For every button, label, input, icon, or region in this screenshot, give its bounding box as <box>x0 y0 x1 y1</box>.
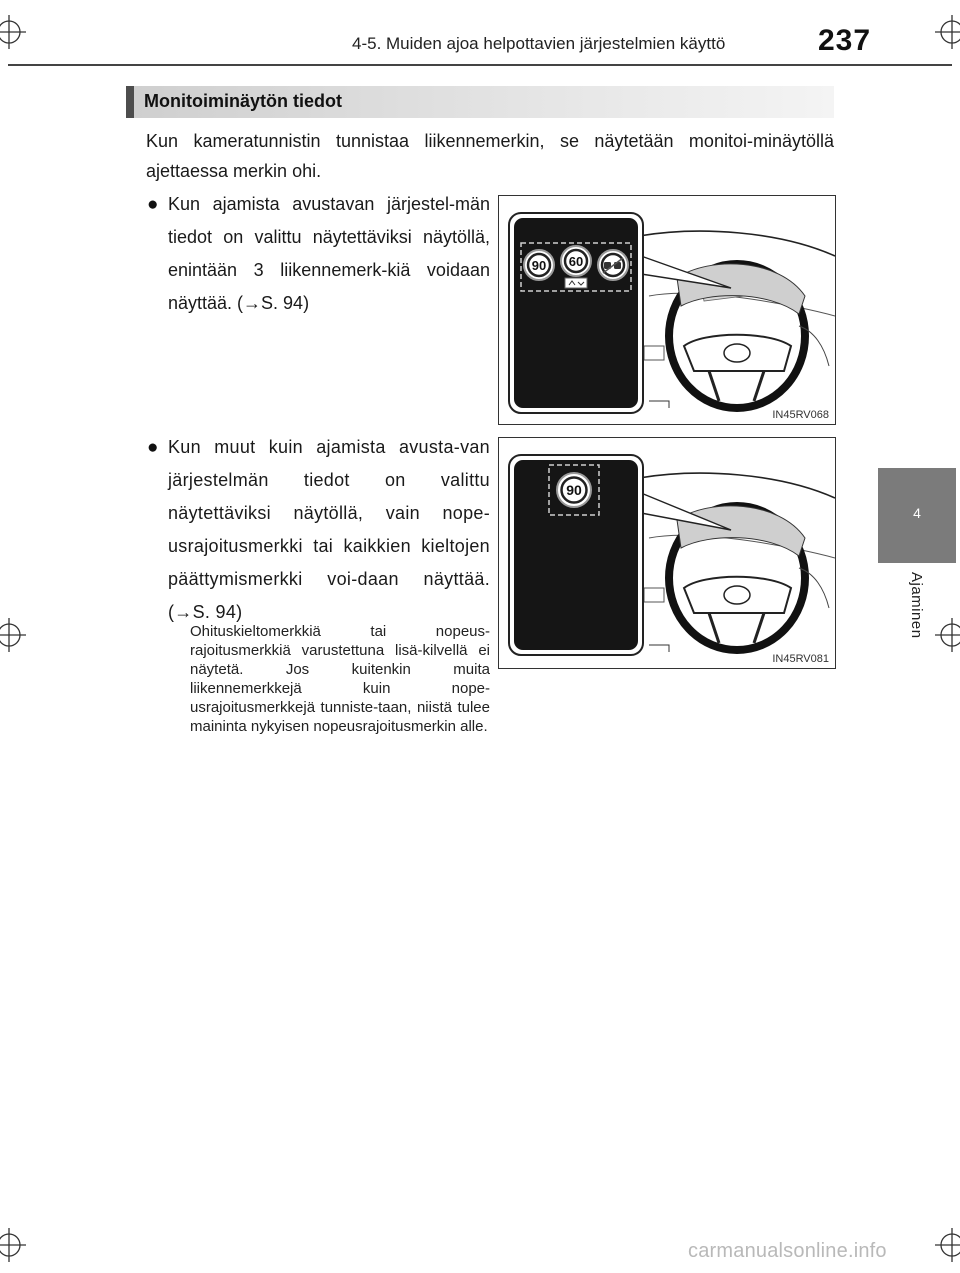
section-intro: Kun kameratunnistin tunnistaa liikennemerkin, se näytetään monitoi-minäytöllä ajettaessa merkin ohi. <box>146 131 834 181</box>
page-number: 237 <box>818 24 872 57</box>
dashboard-illustration-2 <box>499 438 835 668</box>
watermark: carmanualsonline.info <box>688 1240 887 1262</box>
bullet-marker: ● <box>147 194 159 215</box>
crop-mark-top-right <box>935 15 960 49</box>
header-chapter-title: 4-5. Muiden ajoa helpottavien järjestelmien käyttö <box>352 34 726 53</box>
speed-sign-value: 90 <box>566 482 582 498</box>
bullet-marker: ● <box>147 437 159 458</box>
section-title: Monitoiminäytön tiedot <box>144 91 342 111</box>
figure-code: IN45RV081 <box>772 653 829 665</box>
dashboard-illustration-1 <box>499 196 835 424</box>
crop-mark-middle-left <box>0 618 26 652</box>
header-rule <box>8 64 952 66</box>
speed-sign-value: 90 <box>531 258 547 273</box>
figure-three-signs <box>498 195 836 425</box>
crop-mark-bottom-left <box>0 1228 26 1262</box>
figure-single-sign <box>498 437 836 669</box>
bullet-text-1: Kun ajamista avustavan järjestel-män tiedot on valittu näytettäviksi näytöllä, enintään 3 liikennemerk-kiä voidaan näyttää. (→S. 94) <box>168 194 490 313</box>
speed-sign-value: 60 <box>568 254 584 269</box>
crop-mark-bottom-right <box>935 1228 960 1262</box>
chapter-side-label: Ajaminen <box>908 572 925 639</box>
crop-mark-top-left <box>0 15 26 49</box>
bullet-note: Ohituskieltomerkkiä tai nopeus-rajoitusmerkkiä varustettuna lisä-kilvellä ei näytetä. Jos kuitenkin muita liikennemerkkejä kuin nope-usrajoitusmerkkejä tunniste-taan, niistä tulee maininta nykyisen nopeusrajoitusmerkin alle. <box>190 623 490 735</box>
bullet-text-2: Kun muut kuin ajamista avusta-van järjestelmän tiedot on valittu näytettäviksi näytöllä, vain nope-usrajoitusmerkki tai kaikkien kieltojen päättymismerkki voi-daan näyttää. (→S. 94) <box>168 437 490 622</box>
crop-mark-middle-right <box>935 618 960 652</box>
figure-code: IN45RV068 <box>772 409 829 421</box>
chapter-number: 4 <box>913 505 921 521</box>
